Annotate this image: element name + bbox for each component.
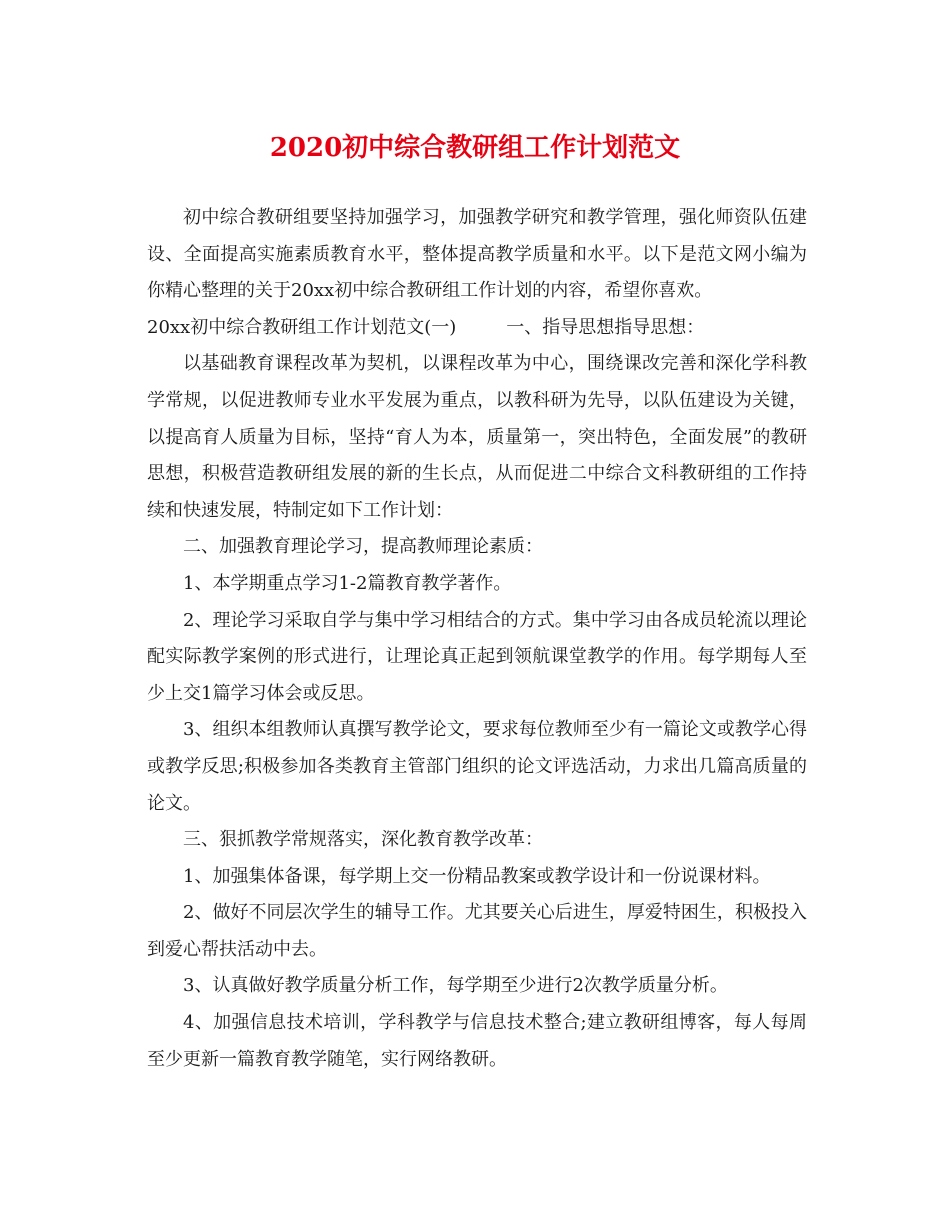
- section-three-heading: 三、狠抓教学常规落实，深化教育教学改革：: [183, 829, 543, 851]
- section-three-item-3: 3、认真做好教学质量分析工作，每学期至少进行2次教学质量分析。: [183, 975, 728, 997]
- section-three-item-2: 2、做好不同层次学生的辅导工作。尤其要关心后进生，厚爱特困生，积极投入到爱心帮扶活动中去。: [147, 902, 807, 960]
- section-two-item-3: 3、组织本组教师认真撰写教学论文，要求每位教师至少有一篇论文或教学心得或教学反思;积极参加各类教育主管部门组织的论文评选活动，力求出几篇高质量的论文。: [147, 719, 807, 814]
- section-three-item-4: 4、加强信息技术培训，学科教学与信息技术整合;建立教研组博客，每人每周至少更新一篇教育教学随笔，实行网络教研。: [147, 1012, 807, 1070]
- document-body: [147, 200, 807, 1078]
- section-two-heading: 二、加强教育理论学习，提高教师理论素质：: [183, 536, 543, 558]
- guiding-ideology-heading: 一、指导思想指导思想：: [506, 316, 705, 338]
- document-title: 2020初中综合教研组工作计划范文: [269, 133, 681, 163]
- guiding-ideology-paragraph: 以基础教育课程改革为契机，以课程改革为中心，围绕课改完善和深化学科教学常规，以促进教师专业水平发展为重点，以教科研为先导，以队伍建设为关键，以提高育人质量为目标，坚持“育人为本，质量第一，突出特色，全面发展”的教研思想，积极营造教研组发展的新的生长点，从而促进二中综合文科教研组的工作持续和快速发展，特制定如下工作计划：: [147, 353, 807, 521]
- section-three-item-1: 1、加强集体备课，每学期上交一份精品教案或教学设计和一份说课材料。: [183, 865, 771, 887]
- section-two-item-1: 1、本学期重点学习1-2篇教育教学著作。: [183, 572, 512, 594]
- sample-heading: 20xx初中综合教研组工作计划范文(一): [147, 316, 457, 338]
- section-heading-line: [147, 310, 807, 347]
- intro-paragraph: 初中综合教研组要坚持加强学习，加强教学研究和教学管理，强化师资队伍建设、全面提高实施素质教育水平，整体提高教学质量和水平。以下是范文网小编为你精心整理的关于20xx初中综合教研组工作计划的内容，希望你喜欢。: [147, 207, 807, 302]
- section-two-item-2: 2、理论学习采取自学与集中学习相结合的方式。集中学习由各成员轮流以理论配实际教学案例的形式进行，让理论真正起到领航课堂教学的作用。每学期每人至少上交1篇学习体会或反思。: [147, 609, 807, 704]
